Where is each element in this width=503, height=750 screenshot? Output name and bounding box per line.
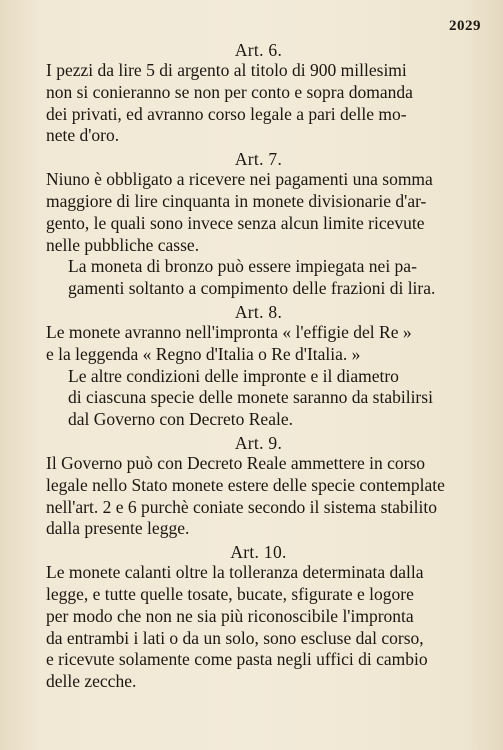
article-heading: Art. 6. [234, 40, 283, 60]
article-paragraph [28, 453, 489, 540]
text-line: I pezzi da lire 5 di argento al titolo di 900 millesimi [46, 60, 407, 80]
text-line: nelle pubbliche casse. [46, 234, 200, 255]
article-paragraph [28, 366, 489, 431]
article-paragraph [28, 169, 489, 256]
text-line: nete d'oro. [46, 125, 120, 146]
text-line: e la leggenda « Regno d'Italia o Re d'Italia. » [46, 343, 361, 364]
text-line: Le monete calanti oltre la tolleranza determinata dalla [46, 562, 424, 583]
text-line: dal Governo con Decreto Reale. [68, 409, 293, 430]
article-heading: Art. 7. [234, 149, 283, 170]
text-line: da entrambi i lati o da un solo, sono escluse dal corso, [46, 627, 424, 648]
article-heading: Art. 9. [234, 432, 283, 453]
article-heading: Art. 10. [230, 542, 287, 563]
text-line: Le monete avranno nell'impronta « l'effigie del Re » [46, 321, 412, 342]
article-paragraph [28, 322, 489, 366]
text-line: gento, le quali sono invece senza alcun limite ricevute [46, 212, 425, 233]
text-line: La moneta di bronzo può essere impiegata nei pa- [68, 256, 417, 277]
text-line: di ciascuna specie delle monete saranno da stabilirsi [68, 387, 433, 408]
text-line: e ricevute solamente come pasta negli uffici di cambio [46, 649, 428, 670]
text-line: per modo che non ne sia più riconoscibile l'impronta [46, 605, 414, 626]
article-heading: Art. 8. [234, 301, 283, 322]
text-line: legale nello Stato monete estere delle specie contemplate [46, 474, 445, 495]
text-line: Niuno è obbligato a ricevere nei pagamenti una somma [46, 169, 433, 190]
text-line: maggiore di lire cinquanta in monete divisionarie d'ar- [46, 190, 427, 211]
article-paragraph [28, 256, 489, 300]
page-number: 2029 [449, 18, 481, 34]
text-line: Le altre condizioni delle impronte e il diametro [68, 365, 399, 386]
text-line: nell'art. 2 e 6 purchè coniate secondo il sistema stabilito [46, 496, 437, 517]
article-paragraph [28, 60, 489, 147]
article-paragraph [28, 562, 489, 693]
text-line: dalla presente legge. [46, 518, 190, 539]
text-line: delle zecche. [46, 671, 137, 692]
text-line: non si conieranno se non per conto e sopra domanda [46, 81, 413, 102]
text-line: Il Governo può con Decreto Reale ammettere in corso [46, 452, 426, 473]
text-line: dei privati, ed avranno corso legale a pari delle mo- [46, 103, 407, 124]
page-body [28, 38, 489, 693]
text-line: gamenti soltanto a compimento delle frazioni di lira. [68, 278, 436, 299]
text-line: legge, e tutte quelle tosate, bucate, sfigurate e logore [46, 583, 414, 604]
